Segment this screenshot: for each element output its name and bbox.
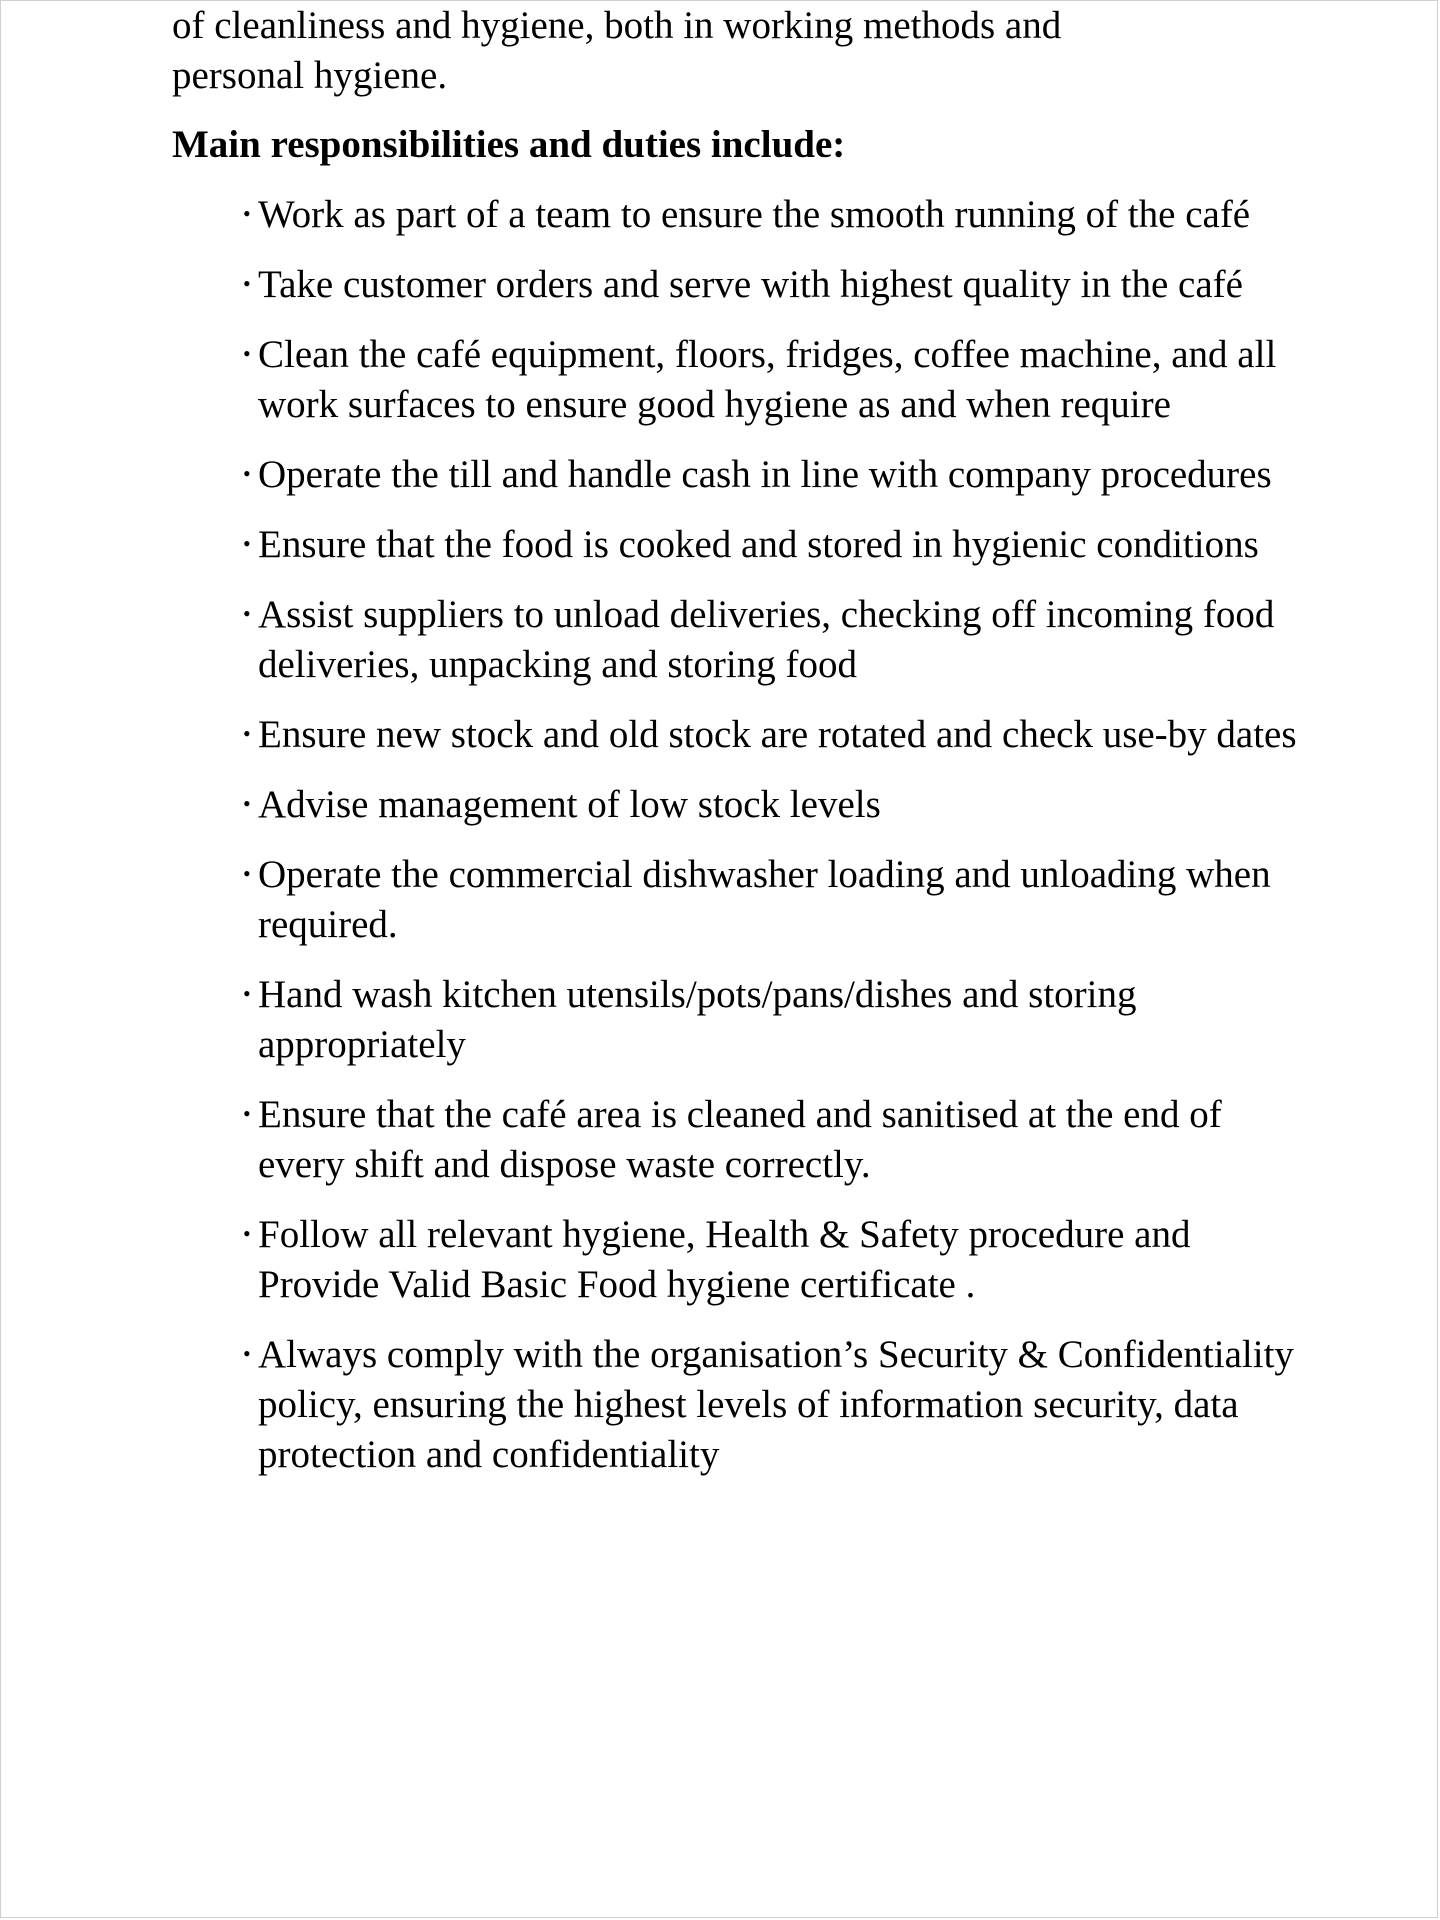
list-item-text: Advise management of low stock levels [258, 783, 881, 826]
bullet-icon: • [243, 981, 251, 1006]
list-item [172, 259, 1302, 310]
bullet-icon: • [243, 1221, 251, 1246]
bullet-icon: • [243, 271, 251, 296]
list-item-text: Ensure new stock and old stock are rotated and check use-by dates [258, 713, 1297, 756]
list-item-text: Take customer orders and serve with highest quality in the café [258, 263, 1243, 306]
list-item [172, 519, 1302, 570]
list-item [172, 449, 1302, 500]
list-item-text: Ensure that the food is cooked and stored in hygienic conditions [258, 523, 1259, 566]
intro-line-1: of cleanliness and hygiene, both in working methods and [172, 4, 1062, 47]
bullet-icon: • [243, 1101, 251, 1126]
list-item-text: Operate the commercial dishwasher loading and unloading when required. [258, 853, 1271, 946]
section-heading: Main responsibilities and duties include: [172, 123, 846, 166]
intro-line-2: personal hygiene. [172, 54, 448, 97]
list-item [172, 969, 1302, 1070]
list-item-text: Follow all relevant hygiene, Health & Safety procedure and Provide Valid Basic Food hygiene certificate . [258, 1213, 1191, 1306]
list-item-text: Ensure that the café area is cleaned and sanitised at the end of every shift and dispose waste correctly. [258, 1093, 1222, 1186]
document-body [172, 1, 1302, 1499]
bullet-icon: • [243, 791, 251, 816]
bullet-icon: • [243, 1341, 251, 1366]
list-item-text: Work as part of a team to ensure the smooth running of the café [258, 193, 1251, 236]
list-item [172, 189, 1302, 240]
list-item [172, 779, 1302, 830]
bullet-icon: • [243, 601, 251, 626]
duties-list [172, 189, 1302, 1480]
list-item-text: Clean the café equipment, floors, fridges, coffee machine, and all work surfaces to ensure good hygiene as and when require [258, 333, 1277, 426]
bullet-icon: • [243, 461, 251, 486]
bullet-icon: • [243, 341, 251, 366]
list-item [172, 709, 1302, 760]
bullet-icon: • [243, 531, 251, 556]
list-item-text: Assist suppliers to unload deliveries, checking off incoming food deliveries, unpacking and storing food [258, 593, 1275, 686]
intro-paragraph [172, 1, 1302, 101]
list-item [172, 329, 1302, 430]
bullet-icon: • [243, 721, 251, 746]
list-item [172, 589, 1302, 690]
bullet-icon: • [243, 861, 251, 886]
list-item-text: Always comply with the organisation’s Security & Confidentiality policy, ensuring the highest levels of information security, data protection and confidentiality [258, 1333, 1294, 1476]
list-item [172, 1329, 1302, 1480]
list-item [172, 849, 1302, 950]
list-item-text: Hand wash kitchen utensils/pots/pans/dishes and storing appropriately [258, 973, 1137, 1066]
list-item [172, 1089, 1302, 1190]
list-item-text: Operate the till and handle cash in line with company procedures [258, 453, 1272, 496]
list-item [172, 1209, 1302, 1310]
bullet-icon: • [243, 201, 251, 226]
